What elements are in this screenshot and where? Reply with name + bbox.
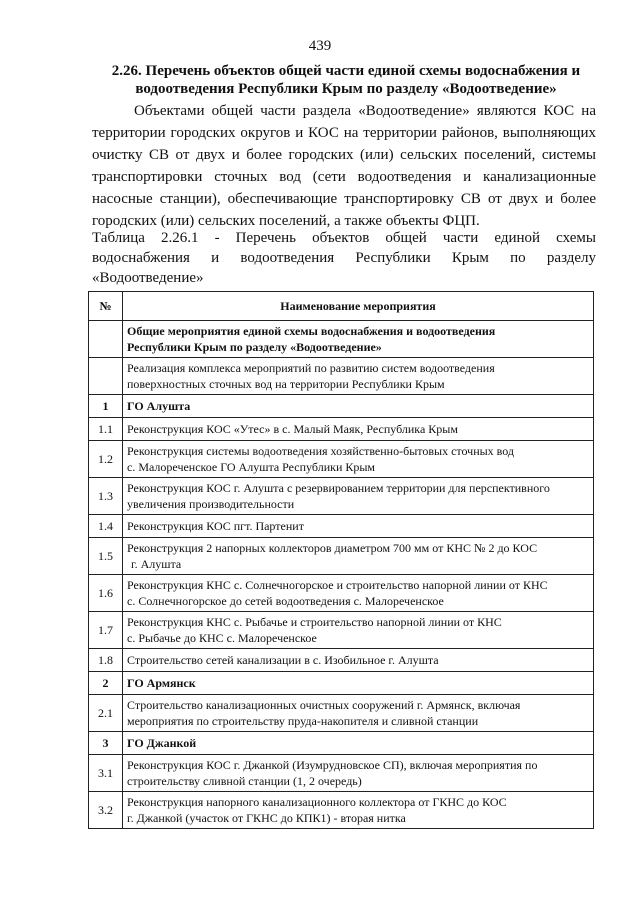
table-row xyxy=(89,732,594,755)
table-row xyxy=(89,695,594,732)
row-name-line: Реконструкция КОС г. Алушта с резервированием территории для перспективного xyxy=(127,481,550,495)
table-row xyxy=(89,321,594,358)
row-num: 2.1 xyxy=(89,695,123,732)
header-name: Наименование мероприятия xyxy=(123,292,594,321)
row-num: 3 xyxy=(89,732,123,755)
row-name-line: строительству сливной станции (1, 2 очередь) xyxy=(127,774,362,788)
row-name-line: увеличения производительности xyxy=(127,497,295,511)
row-name xyxy=(123,538,594,575)
row-name-line: с. Солнечногорское до сетей водоотведения с. Малореченское xyxy=(127,594,444,608)
row-name xyxy=(123,755,594,792)
row-num: 1.1 xyxy=(89,418,123,441)
row-name-line: г. Алушта xyxy=(131,557,182,571)
row-name xyxy=(123,792,594,829)
row-name-line: Реконструкция КНС с. Рыбачье и строительство напорной линии от КНС xyxy=(127,615,502,629)
row-name xyxy=(123,321,594,358)
table-row xyxy=(89,792,594,829)
table-caption: Таблица 2.26.1 - Перечень объектов общей части единой схемы водоснабжения и водоотведения Республики Крым по разделу «Водоотведение» xyxy=(92,230,596,286)
row-name-line: Реконструкция КОС г. Джанкой (Изумрудновское СП), включая мероприятия по xyxy=(127,758,538,772)
row-name-line: Общие мероприятия единой схемы водоснабжения и водоотведения xyxy=(127,324,496,338)
row-name-line: Республики Крым по разделу «Водоотведение» xyxy=(127,340,382,354)
row-name xyxy=(123,358,594,395)
row-name-line: поверхностных сточных вод на территории Республики Крым xyxy=(127,377,445,391)
row-num: 1.5 xyxy=(89,538,123,575)
row-num: 3.1 xyxy=(89,755,123,792)
header-num: № xyxy=(89,292,123,321)
row-name-line: Реконструкция КНС с. Солнечногорское и строительство напорной линии от КНС xyxy=(127,578,548,592)
page-number: 439 xyxy=(308,38,332,54)
table-row xyxy=(89,649,594,672)
row-num: 1 xyxy=(89,395,123,418)
row-name-line: Реконструкция системы водоотведения хозяйственно-бытовых сточных вод xyxy=(127,444,515,458)
row-num xyxy=(89,321,123,358)
row-num: 2 xyxy=(89,672,123,695)
table-row xyxy=(89,755,594,792)
row-name: Строительство сетей канализации в с. Изобильное г. Алушта xyxy=(123,649,594,672)
section-title-line-2: водоотведения Республики Крым по разделу «Водоотведение» xyxy=(135,81,557,97)
row-name-line: Строительство канализационных очистных сооружений г. Армянск, включая xyxy=(127,698,521,712)
row-name xyxy=(123,695,594,732)
row-name-line: г. Джанкой (участок от ГКНС до КПК1) - вторая нитка xyxy=(127,811,406,825)
row-name: ГО Армянск xyxy=(123,672,594,695)
section-title-line-1: 2.26. Перечень объектов общей части единой схемы водоснабжения и xyxy=(111,63,581,79)
table-row xyxy=(89,478,594,515)
table-row xyxy=(89,538,594,575)
row-name xyxy=(123,478,594,515)
table-row xyxy=(89,395,594,418)
row-num xyxy=(89,358,123,395)
row-name-line: Реализация комплекса мероприятий по развитию систем водоотведения xyxy=(127,361,495,375)
row-name-line: Реконструкция 2 напорных коллекторов диаметром 700 мм от КНС № 2 до КОС xyxy=(127,541,538,555)
row-num: 1.3 xyxy=(89,478,123,515)
table-row xyxy=(89,612,594,649)
table-row xyxy=(89,672,594,695)
table-row xyxy=(89,358,594,395)
table-row xyxy=(89,575,594,612)
table-row xyxy=(89,441,594,478)
row-name xyxy=(123,575,594,612)
section-title xyxy=(96,62,596,98)
row-name: Реконструкция КОС пгт. Партенит xyxy=(123,515,594,538)
row-name: ГО Джанкой xyxy=(123,732,594,755)
row-name-line: с. Малореченское ГО Алушта Республики Крым xyxy=(127,460,376,474)
table-row xyxy=(89,418,594,441)
intro-paragraph: Объектами общей части раздела «Водоотведение» являются КОС на территории городских округов и КОС на территории районов, выполняющих очистку СВ от двух и более городских (или) сельских поселений, системы транспортировки сточных вод (сети водоотведения и канализационные насосные станции), обеспечивающие транспортировку СВ от двух и более городских (или) сельских поселений, а также объекты ФЦП. xyxy=(92,103,596,229)
table-header-row xyxy=(89,292,594,321)
row-num: 3.2 xyxy=(89,792,123,829)
row-name-line: Реконструкция напорного канализационного коллектора от ГКНС до КОС xyxy=(127,795,507,809)
row-name: ГО Алушта xyxy=(123,395,594,418)
objects-table xyxy=(88,291,594,829)
row-name xyxy=(123,441,594,478)
row-num: 1.7 xyxy=(89,612,123,649)
row-name xyxy=(123,612,594,649)
row-name: Реконструкция КОС «Утес» в с. Малый Маяк, Республика Крым xyxy=(123,418,594,441)
row-name-line: мероприятия по строительству пруда-накопителя и сливной станции xyxy=(127,714,479,728)
table-row xyxy=(89,515,594,538)
row-num: 1.2 xyxy=(89,441,123,478)
row-num: 1.6 xyxy=(89,575,123,612)
row-name-line: с. Рыбачье до КНС с. Малореченское xyxy=(127,631,317,645)
row-num: 1.4 xyxy=(89,515,123,538)
row-num: 1.8 xyxy=(89,649,123,672)
